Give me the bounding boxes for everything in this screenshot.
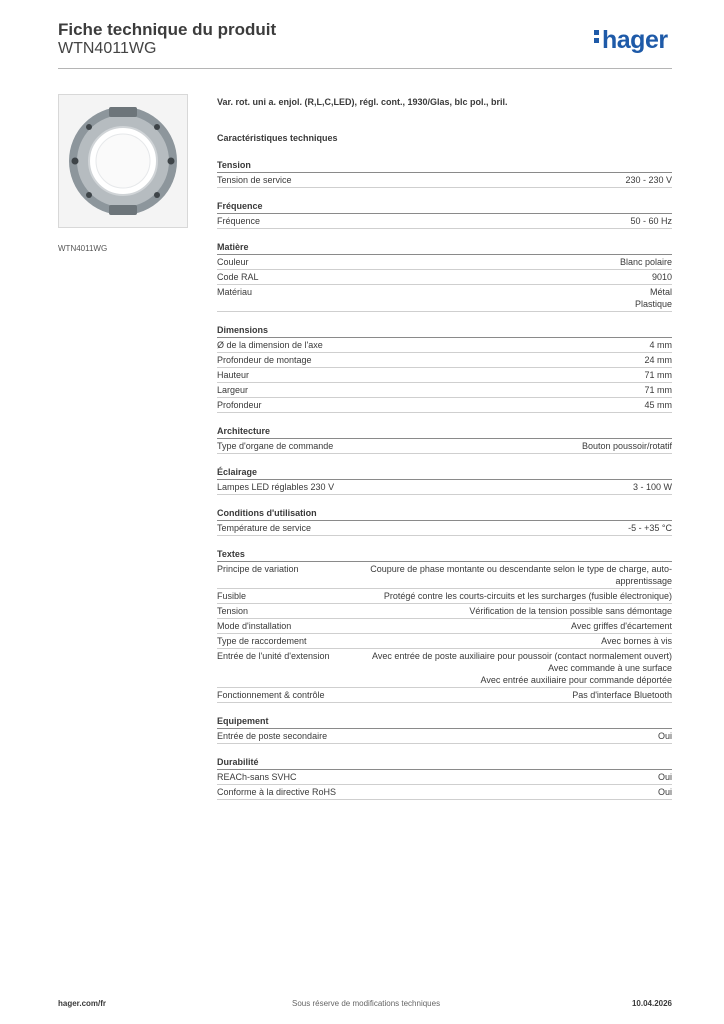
- spec-section: [217, 715, 672, 744]
- spec-row: [217, 338, 672, 353]
- spec-section: [217, 548, 672, 703]
- spec-value: Métal Plastique: [634, 287, 672, 309]
- spec-value: Bouton poussoir/rotatif: [581, 441, 672, 451]
- spec-section: [217, 756, 672, 800]
- spec-label: Profondeur: [217, 400, 262, 410]
- spec-row: [217, 398, 672, 413]
- spec-label: Type de raccordement: [217, 636, 307, 646]
- section-title: Éclairage: [217, 466, 672, 480]
- spec-value: Pas d'interface Bluetooth: [572, 690, 672, 700]
- spec-label: Principe de variation: [217, 564, 299, 574]
- spec-label: Ø de la dimension de l'axe: [217, 340, 323, 350]
- tech-heading: Caractéristiques techniques: [217, 133, 338, 143]
- spec-label: Hauteur: [217, 370, 250, 380]
- spec-value: 230 - 230 V: [625, 175, 672, 185]
- spec-content: [217, 96, 672, 812]
- spec-value: 71 mm: [644, 385, 672, 395]
- spec-label: Fonctionnement & contrôle: [217, 690, 325, 700]
- spec-row: [217, 785, 672, 800]
- section-title: Dimensions: [217, 324, 672, 338]
- spec-label: Fréquence: [217, 216, 261, 226]
- spec-label: Profondeur de montage: [217, 355, 312, 365]
- spec-section: [217, 507, 672, 536]
- logo-dots-icon: [594, 27, 600, 46]
- product-image: [58, 94, 188, 228]
- section-title: Equipement: [217, 715, 672, 729]
- spec-label: Matériau: [217, 287, 253, 297]
- spec-label: Couleur: [217, 257, 249, 267]
- spec-label: Tension: [217, 606, 249, 616]
- spec-label: Largeur: [217, 385, 249, 395]
- spec-value: 71 mm: [644, 370, 672, 380]
- spec-row: [217, 729, 672, 744]
- spec-row: [217, 353, 672, 368]
- spec-value: Vérification de la tension possible sans démontage: [469, 606, 672, 616]
- spec-value: Oui: [657, 772, 672, 782]
- spec-label: Type d'organe de commande: [217, 441, 334, 451]
- spec-value: 24 mm: [644, 355, 672, 365]
- spec-row: [217, 439, 672, 454]
- spec-label: Tension de service: [217, 175, 292, 185]
- product-description: Var. rot. uni a. enjol. (R,L,C,LED), régl. cont., 1930/Glas, blc pol., bril.: [217, 97, 508, 107]
- spec-row: [217, 173, 672, 188]
- spec-row: [217, 480, 672, 495]
- spec-value: 9010: [651, 272, 672, 282]
- spec-row: [217, 649, 672, 688]
- section-title: Durabilité: [217, 756, 672, 770]
- product-reference: WTN4011WG: [58, 40, 157, 57]
- page-title: Fiche technique du produit: [58, 20, 277, 39]
- logo-text: hager: [602, 26, 668, 54]
- spec-row: [217, 619, 672, 634]
- spec-value: Oui: [657, 731, 672, 741]
- section-title: Architecture: [217, 425, 672, 439]
- footer-date: 10.04.2026: [631, 999, 672, 1008]
- spec-value: Coupure de phase montante ou descendante selon le type de charge, auto- apprentissage: [370, 564, 672, 586]
- spec-label: Mode d'installation: [217, 621, 292, 631]
- section-title: Matière: [217, 241, 672, 255]
- spec-section: [217, 324, 672, 413]
- spec-section: [217, 200, 672, 229]
- spec-row: [217, 285, 672, 312]
- spec-row: [217, 383, 672, 398]
- spec-label: Entrée de poste secondaire: [217, 731, 328, 741]
- spec-section: [217, 466, 672, 495]
- spec-label: Fusible: [217, 591, 247, 601]
- spec-label: Lampes LED réglables 230 V: [217, 482, 335, 492]
- spec-value: 3 - 100 W: [632, 482, 672, 492]
- spec-row: [217, 688, 672, 703]
- spec-row: [217, 521, 672, 536]
- section-title: Textes: [217, 548, 672, 562]
- header-divider: [58, 68, 672, 69]
- spec-row: [217, 270, 672, 285]
- spec-label: REACh-sans SVHC: [217, 772, 297, 782]
- spec-value: Protégé contre les courts-circuits et les surcharges (fusible électronique): [383, 591, 672, 601]
- spec-label: Température de service: [217, 523, 312, 533]
- spec-row: [217, 589, 672, 604]
- spec-row: [217, 770, 672, 785]
- spec-value: Blanc polaire: [619, 257, 672, 267]
- spec-label: Conforme à la directive RoHS: [217, 787, 337, 797]
- spec-row: [217, 255, 672, 270]
- spec-section: [217, 159, 672, 188]
- section-title: Fréquence: [217, 200, 672, 214]
- footer-website: hager.com/fr: [58, 999, 107, 1008]
- spec-value: Avec entrée de poste auxiliaire pour poussoir (contact normalement ouvert) Avec commande à une surface Avec entrée auxiliaire pour commande déportée: [372, 651, 672, 685]
- section-title: Tension: [217, 159, 672, 173]
- spec-value: 50 - 60 Hz: [630, 216, 672, 226]
- spec-row: [217, 368, 672, 383]
- spec-value: -5 - +35 °C: [628, 523, 672, 533]
- spec-section: [217, 241, 672, 312]
- spec-row: [217, 214, 672, 229]
- spec-row: [217, 604, 672, 619]
- spec-value: Oui: [657, 787, 672, 797]
- footer-disclaimer: Sous réserve de modifications techniques: [292, 999, 441, 1008]
- spec-value: 4 mm: [649, 340, 672, 350]
- section-title: Conditions d'utilisation: [217, 507, 672, 521]
- spec-value: Avec bornes à vis: [601, 636, 672, 646]
- hager-logo: [594, 28, 668, 53]
- spec-value: Avec griffes d'écartement: [571, 621, 672, 631]
- spec-label: Code RAL: [217, 272, 259, 282]
- spec-value: 45 mm: [644, 400, 672, 410]
- spec-label: Entrée de l'unité d'extension: [217, 651, 330, 661]
- spec-sections: [217, 159, 672, 800]
- spec-section: [217, 425, 672, 454]
- spec-row: [217, 634, 672, 649]
- product-image-caption: WTN4011WG: [58, 244, 108, 253]
- spec-row: [217, 562, 672, 589]
